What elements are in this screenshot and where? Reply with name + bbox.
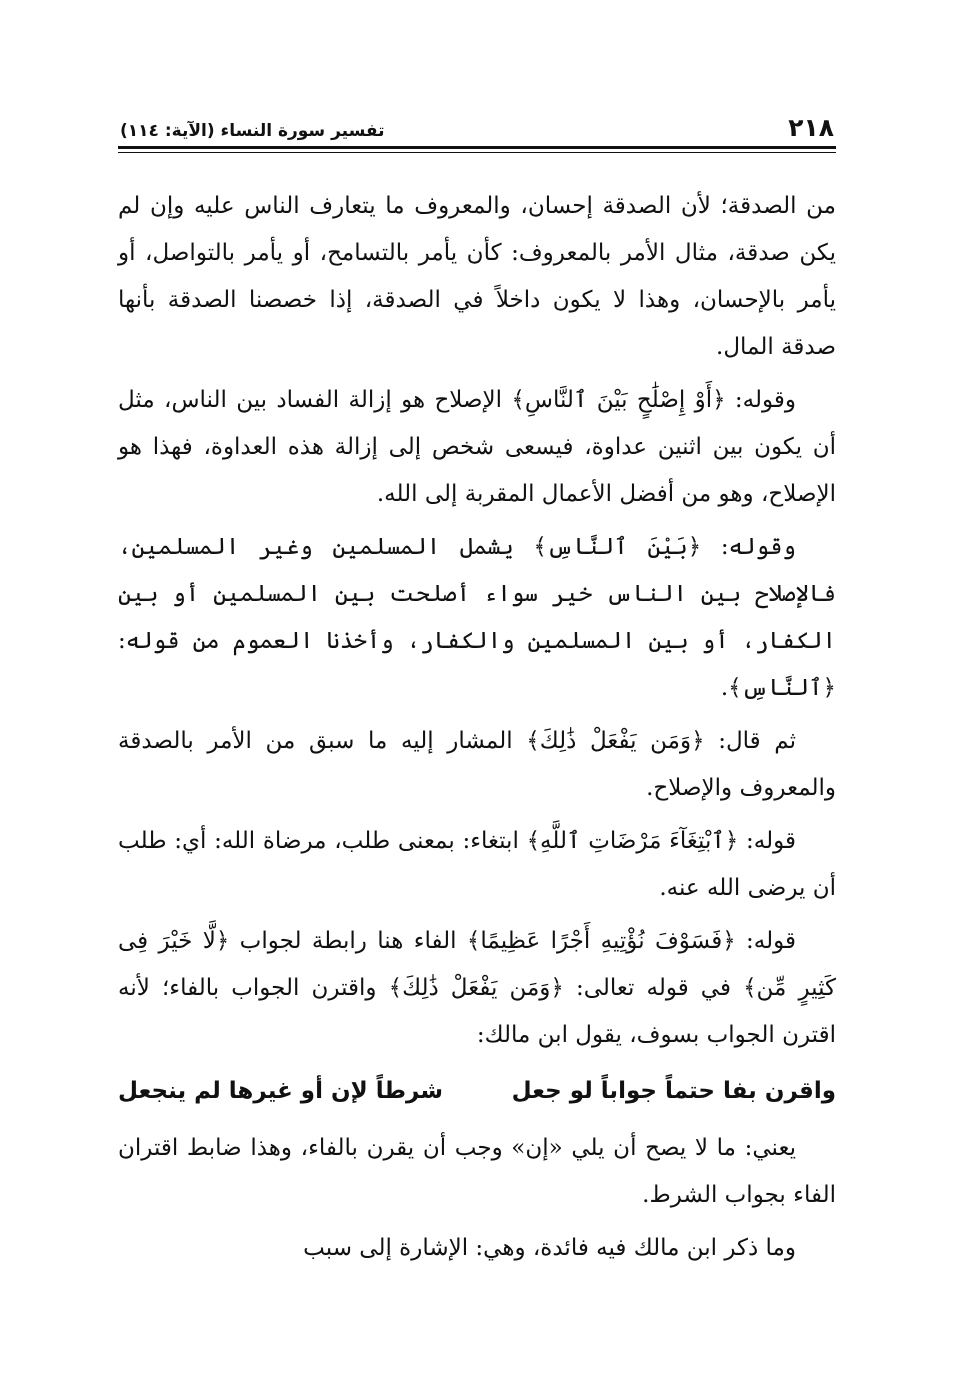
paragraph: وما ذكر ابن مالك فيه فائدة، وهي: الإشارة إلى سبب	[303, 1235, 796, 1261]
paragraph: قوله: ﴿فَسَوْفَ نُؤْتِيهِ أَجْرًا عَظِيمًا﴾ الفاء هنا رابطة لجواب ﴿لَّا خَيْرَ فِى كَثِيرٍ مِّن﴾ في قوله تعالى: ﴿وَمَن يَفْعَلْ ذَٰلِكَ﴾ واقترن الجواب بالفاء؛ لأنه اقترن الجواب بسوف، يقول ابن مالك:	[118, 928, 836, 1048]
paragraph: وقوله: ﴿أَوْ إِصْلَٰحٍ بَيْنَ ٱلنَّاسِ﴾ الإصلاح هو إزالة الفساد بين الناس، مثل أن يكون بين اثنين عداوة، فيسعى شخص إلى إزالة هذه العداوة، فهذا هو الإصلاح، وهو من أفضل الأعمال المقربة إلى الله.	[118, 387, 836, 507]
paragraph: ثم قال: ﴿وَمَن يَفْعَلْ ذَٰلِكَ﴾ المشار إليه ما سبق من الأمر بالصدقة والمعروف والإصلاح.	[118, 728, 836, 801]
header-rule-thick	[118, 146, 836, 149]
paragraph: قوله: ﴿ٱبْتِغَآءَ مَرْضَاتِ ٱللَّهِ﴾ ابتغاء: بمعنى طلب، مرضاة الله: أي: طلب أن يرضى الله عنه.	[118, 828, 836, 901]
page-body	[118, 183, 836, 1272]
running-title: تفسير سورة النساء (الآية: ١١٤)	[120, 121, 385, 141]
poetry-verse	[118, 1065, 836, 1117]
page-header	[118, 100, 836, 146]
header-rule-thin	[118, 152, 836, 153]
verse-first-hemistich: واقرن بفا حتماً جواباً لو جعل	[511, 1078, 836, 1104]
paragraph: وقوله: ﴿بَيْنَ ٱلنَّاسِ﴾ يشمل المسلمين وغير المسلمين، فالإصلاح بين الناس خير سواء أصلحت بين المسلمين أو بين الكفار، أو بين المسلمين والكفار، وأخذنا العموم من قوله: ﴿ٱلنَّاسِ﴾.	[118, 534, 836, 701]
paragraph: من الصدقة؛ لأن الصدقة إحسان، والمعروف ما يتعارف الناس عليه وإن لم يكن صدقة، مثال الأمر بالمعروف: كأن يأمر بالتسامح، أو يأمر بالتواصل، أو يأمر بالإحسان، وهذا لا يكون داخلاً في الصدقة، إذا خصصنا الصدقة بأنها صدقة المال.	[118, 193, 836, 360]
page-number: ٢١٨	[788, 113, 834, 142]
book-page	[118, 100, 836, 1278]
paragraph: يعني: ما لا يصح أن يلي «إن» وجب أن يقرن بالفاء، وهذا ضابط اقتران الفاء بجواب الشرط.	[118, 1135, 836, 1208]
verse-second-hemistich: شرطاً لإن أو غيرها لم ينجعل	[118, 1078, 443, 1104]
